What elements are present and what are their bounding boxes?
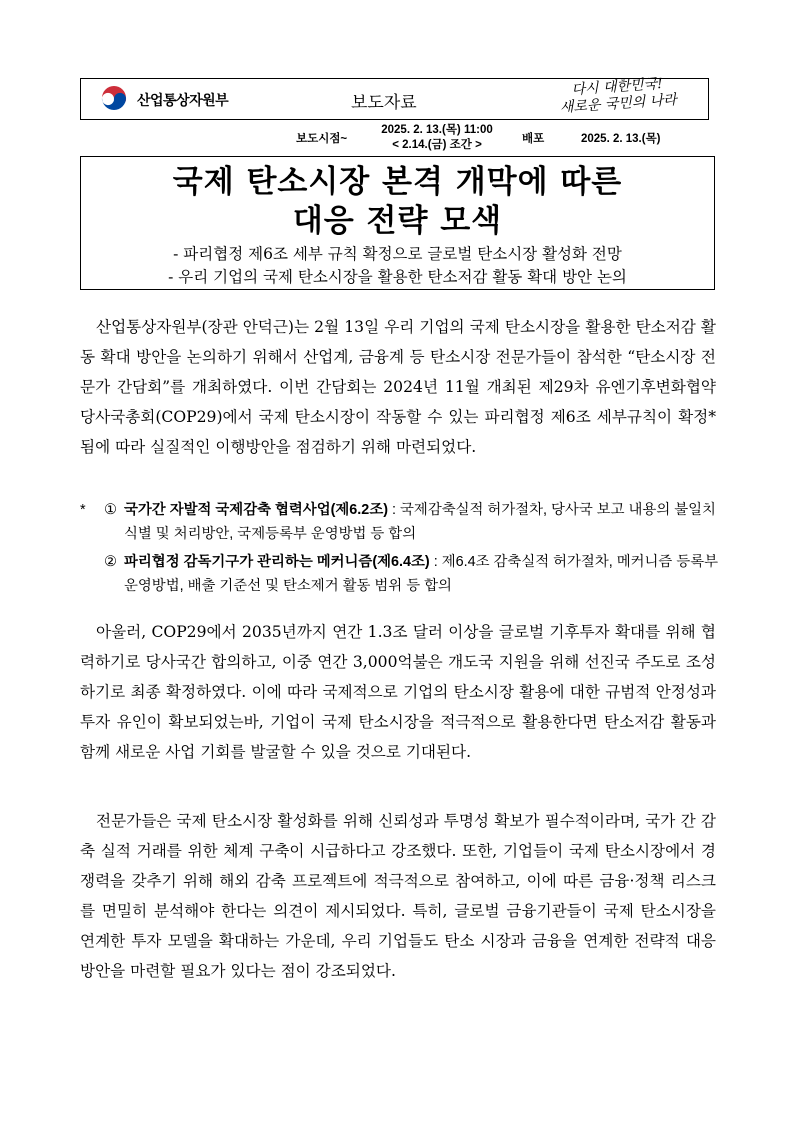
title-box	[80, 156, 715, 290]
header-box	[80, 75, 709, 120]
paragraph-3: 전문가들은 국제 탄소시장 활성화를 위해 신뢰성과 투명성 확보가 필수적이라며, 국가 간 감축 실적 거래를 위한 체계 구축이 시급하다고 강조했다. 또한, 기업들이 국제 탄소시장에서 경쟁력을 갖추기 위해 해외 감축 프로젝트에 적극적으로 참여하고, 이에 따른 금융·정책 리스크를 면밀히 분석해야 한다는 의견이 제시되었다. 특히, 글로벌 금융기관들이 국제 탄소시장을 연계한 투자 모델을 확대하는 가운데, 우리 기업들도 탄소 시장과 금융을 연계한 전략적 대응 방안을 마련할 필요가 있다는 점이 강조되었다.	[80, 812, 716, 980]
ministry-logo-icon	[99, 85, 129, 115]
footnote-number-1: ①	[104, 502, 117, 518]
footnote-item-2-text: : 제6.4조 감축실적 허가절차, 메커니즘 등록부 운영방법, 배출 기준선 및 탄소제거 활동 범위 등 합의	[124, 554, 719, 594]
paragraph-2: 아울러, COP29에서 2035년까지 연간 1.3조 달러 이상을 글로벌 기후투자 확대를 위해 협력하기로 당사국간 합의하고, 이중 연간 3,000억불은 개도국 지원을 위해 선진국 주도로 조성하기로 최종 확정하였다. 이에 따라 국제적으로 기업의 탄소시장 활용에 대한 규범적 안정성과 투자 유인이 확보되었는바, 기업이 국제 탄소시장을 적극적으로 활용한다면 탄소저감 활동과 함께 새로운 사업 기회를 발굴할 수 있을 것으로 기대된다.	[80, 623, 716, 761]
subtitle-1: - 파리협정 제6조 세부 규칙 확정으로 글로벌 탄소시장 활성화 전망	[173, 245, 622, 263]
footnote-item-2-heading: 파리협정 감독기구가 관리하는 메커니즘(제6.4조)	[124, 554, 430, 570]
footnote-item-2	[80, 550, 720, 598]
slogan-line-1: 다시 대한민국!	[571, 75, 664, 99]
footnote-number-2: ②	[104, 554, 117, 570]
title-line-2: 대응 전략 모색	[292, 203, 503, 239]
footnote-mark: *	[80, 502, 86, 518]
slogan-line-2: 새로운 국민의 나라	[559, 91, 678, 117]
distribution-date: 2025. 2. 13.(목)	[581, 133, 661, 145]
subtitle-2: - 우리 기업의 국제 탄소시장을 활용한 탄소저감 활동 확대 방안 논의	[168, 268, 627, 286]
document-type: 보도자료	[351, 93, 417, 113]
footnote-item-1	[80, 498, 720, 546]
slogan-signature	[532, 73, 704, 125]
distribution-label: 배포	[522, 133, 545, 145]
title-line-1: 국제 탄소시장 본격 개막에 따른	[172, 164, 623, 200]
paragraph-1: 산업통상자원부(장관 안덕근)는 2월 13일 우리 기업의 국제 탄소시장을 활용한 탄소저감 활동 확대 방안을 논의하기 위해서 산업계, 금융계 등 탄소시장 전문가들이 참석한 “탄소시장 전문가 간담회”를 개최하였다. 이번 간담회는 2024년 11월 개최된 제29차 유엔기후변화협약 당사국총회(COP29)에서 국제 탄소시장이 작동할 수 있는 파리협정 제6조 세부규칙이 확정*됨에 따라 실질적인 이행방안을 점검하기 위해 마련되었다.	[80, 318, 716, 456]
release-time-line-1: 2025. 2. 13.(목) 11:00	[381, 124, 493, 136]
ministry-name: 산업통상자원부	[137, 92, 229, 108]
release-time	[362, 123, 512, 153]
release-time-line-2: < 2.14.(금) 조간 >	[392, 139, 482, 151]
release-time-label: 보도시점~	[296, 133, 348, 145]
footnote-item-1-text: : 국제감축실적 허가절차, 당사국 보고 내용의 불일치 식별 및 처리방안, 국제등록부 운영방법 등 합의	[124, 502, 716, 542]
footnote-item-1-heading: 국가간 자발적 국제감축 협력사업(제6.2조)	[124, 502, 389, 518]
